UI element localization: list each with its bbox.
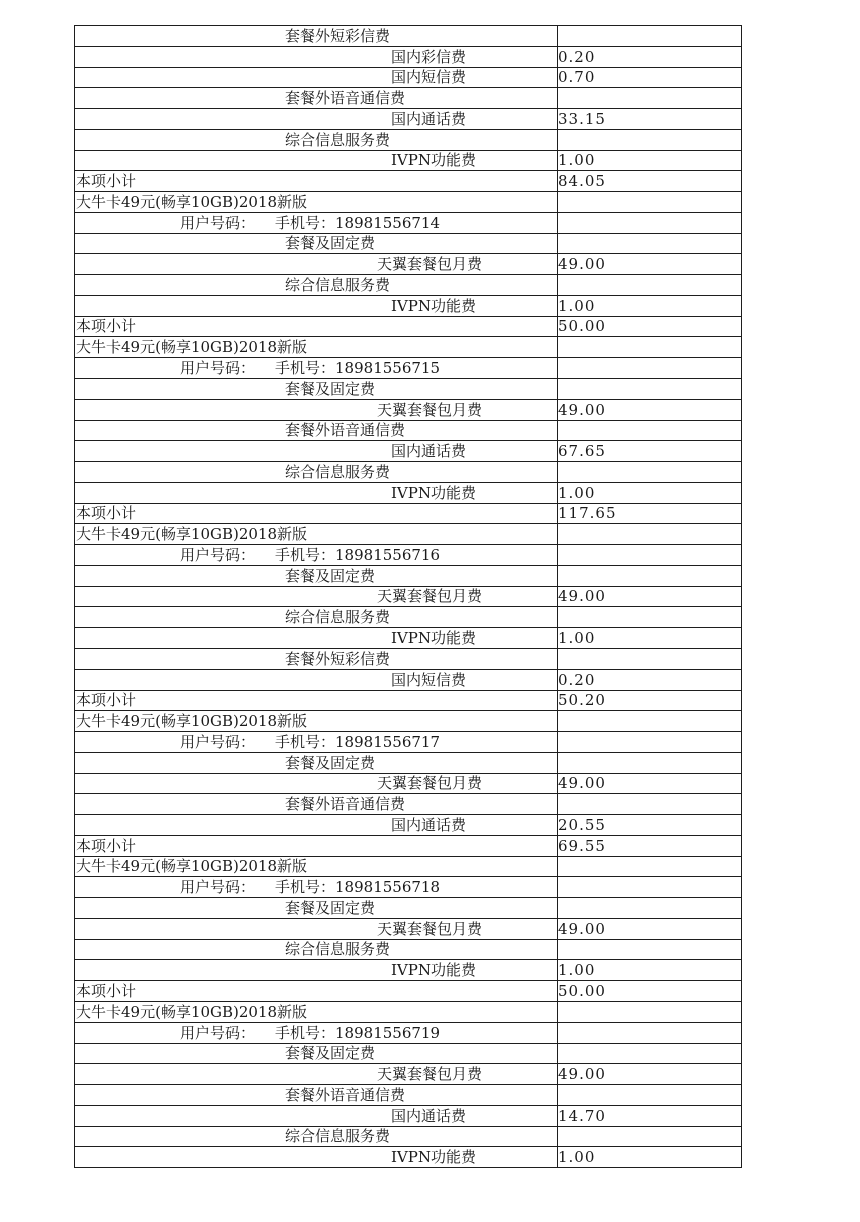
item-description: 综合信息服务费 xyxy=(285,130,391,149)
item-description: 用户号码： xyxy=(180,545,256,564)
amount-cell xyxy=(558,379,742,400)
item-description-cell xyxy=(75,1085,558,1106)
table-row xyxy=(75,1126,742,1147)
item-description: 综合信息服务费 xyxy=(285,462,391,481)
table-row xyxy=(75,212,742,233)
item-description-cell xyxy=(75,1147,558,1168)
item-description-cell xyxy=(75,648,558,669)
item-description-cell xyxy=(75,1064,558,1085)
item-description: 大牛卡49元(畅享10GB)2018新版 xyxy=(76,1002,308,1021)
item-description: 大牛卡49元(畅享10GB)2018新版 xyxy=(76,712,308,731)
amount-cell xyxy=(558,150,742,171)
item-description: 用户号码： xyxy=(180,732,256,751)
item-description-cell xyxy=(75,669,558,690)
item-description-cell xyxy=(75,337,558,358)
amount-cell xyxy=(558,939,742,960)
item-description: 套餐外语音通信费 xyxy=(285,795,406,814)
item-description: 用户号码： xyxy=(180,1023,256,1042)
amount-cell xyxy=(558,981,742,1002)
amount-value: 20.55 xyxy=(558,815,606,834)
item-description-cell xyxy=(75,26,558,47)
amount-value: 50.00 xyxy=(558,317,606,336)
item-description-cell xyxy=(75,233,558,254)
amount-value: 14.70 xyxy=(558,1106,606,1125)
table-row xyxy=(75,379,742,400)
item-description: 本项小计 xyxy=(76,317,137,336)
amount-cell xyxy=(558,316,742,337)
table-row xyxy=(75,752,742,773)
table-row xyxy=(75,67,742,88)
amount-cell xyxy=(558,918,742,939)
table-row xyxy=(75,877,742,898)
amount-value: 49.00 xyxy=(558,255,606,274)
amount-cell xyxy=(558,856,742,877)
table-row xyxy=(75,794,742,815)
item-description-cell xyxy=(75,441,558,462)
table-row xyxy=(75,898,742,919)
amount-cell xyxy=(558,88,742,109)
amount-cell xyxy=(558,752,742,773)
item-description: 综合信息服务费 xyxy=(285,940,391,959)
amount-cell xyxy=(558,1022,742,1043)
item-description: 套餐及固定费 xyxy=(285,753,376,772)
item-description: 天翼套餐包月费 xyxy=(377,255,483,274)
amount-cell xyxy=(558,109,742,130)
item-description-cell xyxy=(75,628,558,649)
item-description: IVPN功能费 xyxy=(391,151,476,170)
table-row xyxy=(75,586,742,607)
item-description: 套餐及固定费 xyxy=(285,234,376,253)
item-description: 套餐及固定费 xyxy=(285,898,376,917)
amount-cell xyxy=(558,67,742,88)
item-description-cell xyxy=(75,192,558,213)
amount-cell xyxy=(558,1085,742,1106)
amount-cell xyxy=(558,399,742,420)
table-row xyxy=(75,648,742,669)
phone-number: 手机号：18981556719 xyxy=(275,1023,440,1042)
item-description: IVPN功能费 xyxy=(391,483,476,502)
amount-cell xyxy=(558,1001,742,1022)
item-description-cell xyxy=(75,607,558,628)
amount-cell xyxy=(558,46,742,67)
table-row xyxy=(75,732,742,753)
amount-cell xyxy=(558,773,742,794)
item-description: 天翼套餐包月费 xyxy=(377,587,483,606)
item-description: 套餐及固定费 xyxy=(285,379,376,398)
table-row xyxy=(75,565,742,586)
amount-cell xyxy=(558,1105,742,1126)
table-row xyxy=(75,856,742,877)
item-description-cell xyxy=(75,1043,558,1064)
table-row xyxy=(75,275,742,296)
phone-number: 手机号：18981556716 xyxy=(275,545,440,564)
item-description: IVPN功能费 xyxy=(391,1148,476,1167)
table-row xyxy=(75,981,742,1002)
amount-cell xyxy=(558,358,742,379)
table-row xyxy=(75,939,742,960)
item-description: 大牛卡49元(畅享10GB)2018新版 xyxy=(76,192,308,211)
item-description-cell xyxy=(75,171,558,192)
item-description: 综合信息服务费 xyxy=(285,275,391,294)
table-row xyxy=(75,482,742,503)
amount-value: 49.00 xyxy=(558,919,606,938)
amount-cell xyxy=(558,565,742,586)
item-description-cell xyxy=(75,482,558,503)
amount-value: 0.20 xyxy=(558,47,596,66)
table-row xyxy=(75,295,742,316)
item-description: 综合信息服务费 xyxy=(285,608,391,627)
item-description-cell xyxy=(75,462,558,483)
item-description-cell xyxy=(75,835,558,856)
table-row xyxy=(75,420,742,441)
amount-cell xyxy=(558,648,742,669)
item-description-cell xyxy=(75,877,558,898)
item-description: 本项小计 xyxy=(76,836,137,855)
item-description-cell xyxy=(75,773,558,794)
item-description: 本项小计 xyxy=(76,981,137,1000)
phone-number: 手机号：18981556714 xyxy=(275,213,440,232)
item-description-cell xyxy=(75,690,558,711)
table-row xyxy=(75,254,742,275)
item-description-cell xyxy=(75,524,558,545)
item-description-cell xyxy=(75,46,558,67)
table-row xyxy=(75,233,742,254)
item-description: 天翼套餐包月费 xyxy=(377,1065,483,1084)
item-description-cell xyxy=(75,399,558,420)
table-row xyxy=(75,1001,742,1022)
item-description: 大牛卡49元(畅享10GB)2018新版 xyxy=(76,525,308,544)
item-description: 套餐外语音通信费 xyxy=(285,89,406,108)
amount-cell xyxy=(558,420,742,441)
amount-cell xyxy=(558,628,742,649)
amount-cell xyxy=(558,295,742,316)
table-row xyxy=(75,1147,742,1168)
item-description: 国内通话费 xyxy=(391,815,467,834)
item-description: 套餐外语音通信费 xyxy=(285,421,406,440)
amount-value: 49.00 xyxy=(558,587,606,606)
table-row xyxy=(75,524,742,545)
amount-cell xyxy=(558,503,742,524)
item-description: 本项小计 xyxy=(76,172,137,191)
item-description-cell xyxy=(75,752,558,773)
item-description-cell xyxy=(75,150,558,171)
amount-cell xyxy=(558,26,742,47)
table-row xyxy=(75,129,742,150)
phone-number: 手机号：18981556717 xyxy=(275,732,440,751)
item-description-cell xyxy=(75,129,558,150)
table-row xyxy=(75,358,742,379)
amount-value: 67.65 xyxy=(558,442,606,461)
item-description: 综合信息服务费 xyxy=(285,1127,391,1146)
table-row xyxy=(75,669,742,690)
item-description: 本项小计 xyxy=(76,504,137,523)
amount-cell xyxy=(558,524,742,545)
table-row xyxy=(75,1043,742,1064)
item-description-cell xyxy=(75,960,558,981)
item-description-cell xyxy=(75,711,558,732)
table-row xyxy=(75,192,742,213)
amount-cell xyxy=(558,275,742,296)
table-row xyxy=(75,1105,742,1126)
table-row xyxy=(75,1085,742,1106)
amount-cell xyxy=(558,607,742,628)
billing-table xyxy=(74,25,742,1168)
item-description-cell xyxy=(75,275,558,296)
table-row xyxy=(75,441,742,462)
table-row xyxy=(75,711,742,732)
table-row xyxy=(75,88,742,109)
item-description: 天翼套餐包月费 xyxy=(377,400,483,419)
amount-cell xyxy=(558,1147,742,1168)
amount-cell xyxy=(558,462,742,483)
amount-value: 1.00 xyxy=(558,961,596,980)
item-description-cell xyxy=(75,1126,558,1147)
table-row xyxy=(75,628,742,649)
table-row xyxy=(75,545,742,566)
amount-value: 49.00 xyxy=(558,400,606,419)
table-row xyxy=(75,918,742,939)
table-row xyxy=(75,835,742,856)
amount-cell xyxy=(558,815,742,836)
table-row xyxy=(75,337,742,358)
item-description: 国内通话费 xyxy=(391,109,467,128)
amount-value: 1.00 xyxy=(558,483,596,502)
table-row xyxy=(75,773,742,794)
amount-cell xyxy=(558,877,742,898)
billing-rows xyxy=(75,26,742,1168)
item-description: 套餐外短彩信费 xyxy=(285,649,391,668)
item-description-cell xyxy=(75,856,558,877)
item-description-cell xyxy=(75,815,558,836)
table-row xyxy=(75,607,742,628)
amount-cell xyxy=(558,192,742,213)
amount-cell xyxy=(558,482,742,503)
item-description: 国内通话费 xyxy=(391,442,467,461)
phone-number: 手机号：18981556718 xyxy=(275,878,440,897)
amount-cell xyxy=(558,669,742,690)
amount-value: 69.55 xyxy=(558,836,606,855)
item-description: 用户号码： xyxy=(180,213,256,232)
item-description-cell xyxy=(75,1105,558,1126)
amount-value: 50.00 xyxy=(558,981,606,1000)
amount-cell xyxy=(558,794,742,815)
amount-cell xyxy=(558,835,742,856)
amount-cell xyxy=(558,129,742,150)
item-description-cell xyxy=(75,586,558,607)
amount-cell xyxy=(558,586,742,607)
amount-value: 1.00 xyxy=(558,628,596,647)
amount-cell xyxy=(558,1126,742,1147)
item-description: 大牛卡49元(畅享10GB)2018新版 xyxy=(76,857,308,876)
item-description-cell xyxy=(75,420,558,441)
item-description: 天翼套餐包月费 xyxy=(377,774,483,793)
table-row xyxy=(75,26,742,47)
item-description-cell xyxy=(75,67,558,88)
table-row xyxy=(75,503,742,524)
table-row xyxy=(75,316,742,337)
item-description-cell xyxy=(75,732,558,753)
item-description-cell xyxy=(75,565,558,586)
amount-value: 49.00 xyxy=(558,774,606,793)
item-description: IVPN功能费 xyxy=(391,628,476,647)
table-row xyxy=(75,171,742,192)
table-row xyxy=(75,1064,742,1085)
amount-value: 0.20 xyxy=(558,670,596,689)
table-row xyxy=(75,399,742,420)
item-description-cell xyxy=(75,545,558,566)
amount-value: 84.05 xyxy=(558,172,606,191)
amount-cell xyxy=(558,171,742,192)
item-description-cell xyxy=(75,981,558,1002)
table-row xyxy=(75,46,742,67)
item-description-cell xyxy=(75,254,558,275)
item-description: IVPN功能费 xyxy=(391,961,476,980)
item-description: 套餐及固定费 xyxy=(285,566,376,585)
amount-cell xyxy=(558,690,742,711)
item-description-cell xyxy=(75,88,558,109)
item-description-cell xyxy=(75,794,558,815)
item-description: 国内通话费 xyxy=(391,1106,467,1125)
table-row xyxy=(75,150,742,171)
amount-cell xyxy=(558,337,742,358)
item-description-cell xyxy=(75,898,558,919)
item-description: 国内短信费 xyxy=(391,68,467,87)
table-row xyxy=(75,690,742,711)
item-description-cell xyxy=(75,316,558,337)
item-description-cell xyxy=(75,379,558,400)
amount-value: 50.20 xyxy=(558,691,606,710)
amount-cell xyxy=(558,1043,742,1064)
amount-cell xyxy=(558,711,742,732)
amount-value: 1.00 xyxy=(558,151,596,170)
item-description: IVPN功能费 xyxy=(391,296,476,315)
item-description: 大牛卡49元(畅享10GB)2018新版 xyxy=(76,338,308,357)
amount-value: 49.00 xyxy=(558,1065,606,1084)
amount-value: 33.15 xyxy=(558,109,606,128)
amount-value: 117.65 xyxy=(558,504,617,523)
item-description-cell xyxy=(75,1001,558,1022)
item-description: 天翼套餐包月费 xyxy=(377,919,483,938)
amount-cell xyxy=(558,1064,742,1085)
item-description: 套餐外语音通信费 xyxy=(285,1085,406,1104)
amount-cell xyxy=(558,898,742,919)
item-description-cell xyxy=(75,295,558,316)
item-description: 套餐及固定费 xyxy=(285,1044,376,1063)
item-description-cell xyxy=(75,212,558,233)
item-description-cell xyxy=(75,503,558,524)
item-description-cell xyxy=(75,1022,558,1043)
amount-cell xyxy=(558,732,742,753)
amount-value: 0.70 xyxy=(558,68,596,87)
table-row xyxy=(75,462,742,483)
item-description: 用户号码： xyxy=(180,359,256,378)
amount-cell xyxy=(558,441,742,462)
phone-number: 手机号：18981556715 xyxy=(275,359,440,378)
item-description-cell xyxy=(75,918,558,939)
item-description: 本项小计 xyxy=(76,691,137,710)
amount-cell xyxy=(558,233,742,254)
item-description-cell xyxy=(75,358,558,379)
amount-cell xyxy=(558,960,742,981)
amount-cell xyxy=(558,212,742,233)
item-description-cell xyxy=(75,939,558,960)
amount-cell xyxy=(558,545,742,566)
table-row xyxy=(75,960,742,981)
table-row xyxy=(75,815,742,836)
amount-cell xyxy=(558,254,742,275)
amount-value: 1.00 xyxy=(558,296,596,315)
table-row xyxy=(75,1022,742,1043)
item-description: 用户号码： xyxy=(180,878,256,897)
item-description: 套餐外短彩信费 xyxy=(285,26,391,45)
item-description: 国内彩信费 xyxy=(391,47,467,66)
item-description-cell xyxy=(75,109,558,130)
item-description: 国内短信费 xyxy=(391,670,467,689)
amount-value: 1.00 xyxy=(558,1148,596,1167)
table-row xyxy=(75,109,742,130)
